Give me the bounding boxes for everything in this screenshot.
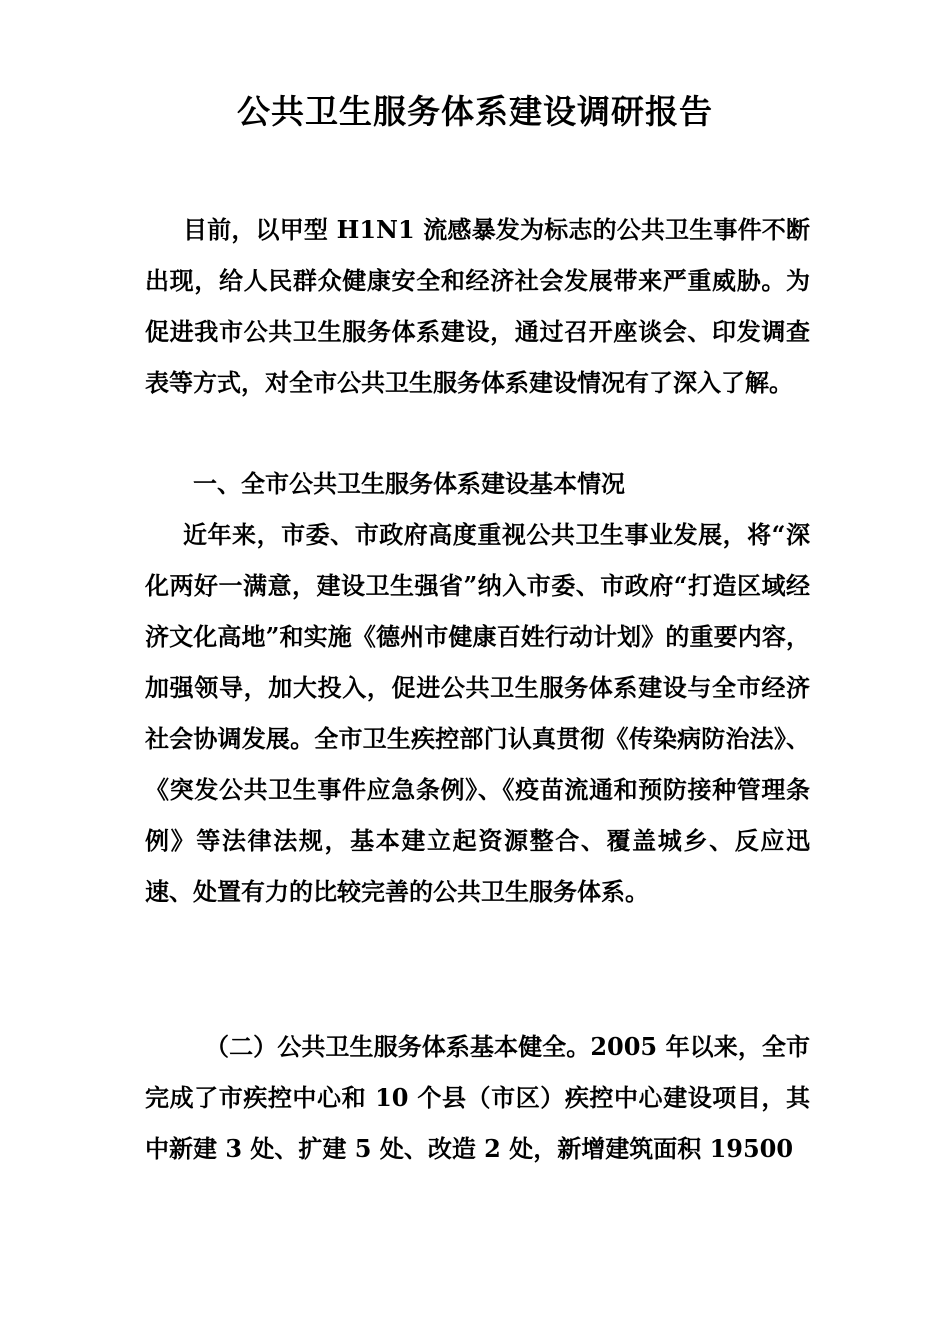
document-title: 公共卫生服务体系建设调研报告 bbox=[237, 92, 713, 131]
subsection-paragraph: （二）公共卫生服务体系基本健全。2005 年以来，全市完成了市疾控中心和 10 个县（市区）疾控中心建设项目，其中新建 3 处、扩建 5 处、改造 2 处，新增建筑面积 19500 bbox=[145, 1032, 810, 1163]
section-heading: 一、全市公共卫生服务体系建设基本情况 bbox=[193, 469, 625, 498]
intro-paragraph: 目前，以甲型 H1N1 流感暴发为标志的公共卫生事件不断出现，给人民群众健康安全和经济社会发展带来严重威胁。为促进我市公共卫生服务体系建设，通过召开座谈会、印发调查表等方式，对全市公共卫生服务体系建设情况有了深入了解。 bbox=[145, 215, 810, 397]
body-paragraph: 近年来，市委、市政府高度重视公共卫生事业发展，将“深化两好一满意，建设卫生强省”纳入市委、市政府“打造区域经济文化高地”和实施《德州市健康百姓行动计划》的重要内容，加强领导，加大投入，促进公共卫生服务体系建设与全市经济社会协调发展。全市卫生疾控部门认真贯彻《传染病防治法》、《突发公共卫生事件应急条例》、《疫苗流通和预防接种管理条例》等法律法规，基本建立起资源整合、覆盖城乡、反应迅速、处置有力的比较完善的公共卫生服务体系。 bbox=[145, 520, 810, 906]
